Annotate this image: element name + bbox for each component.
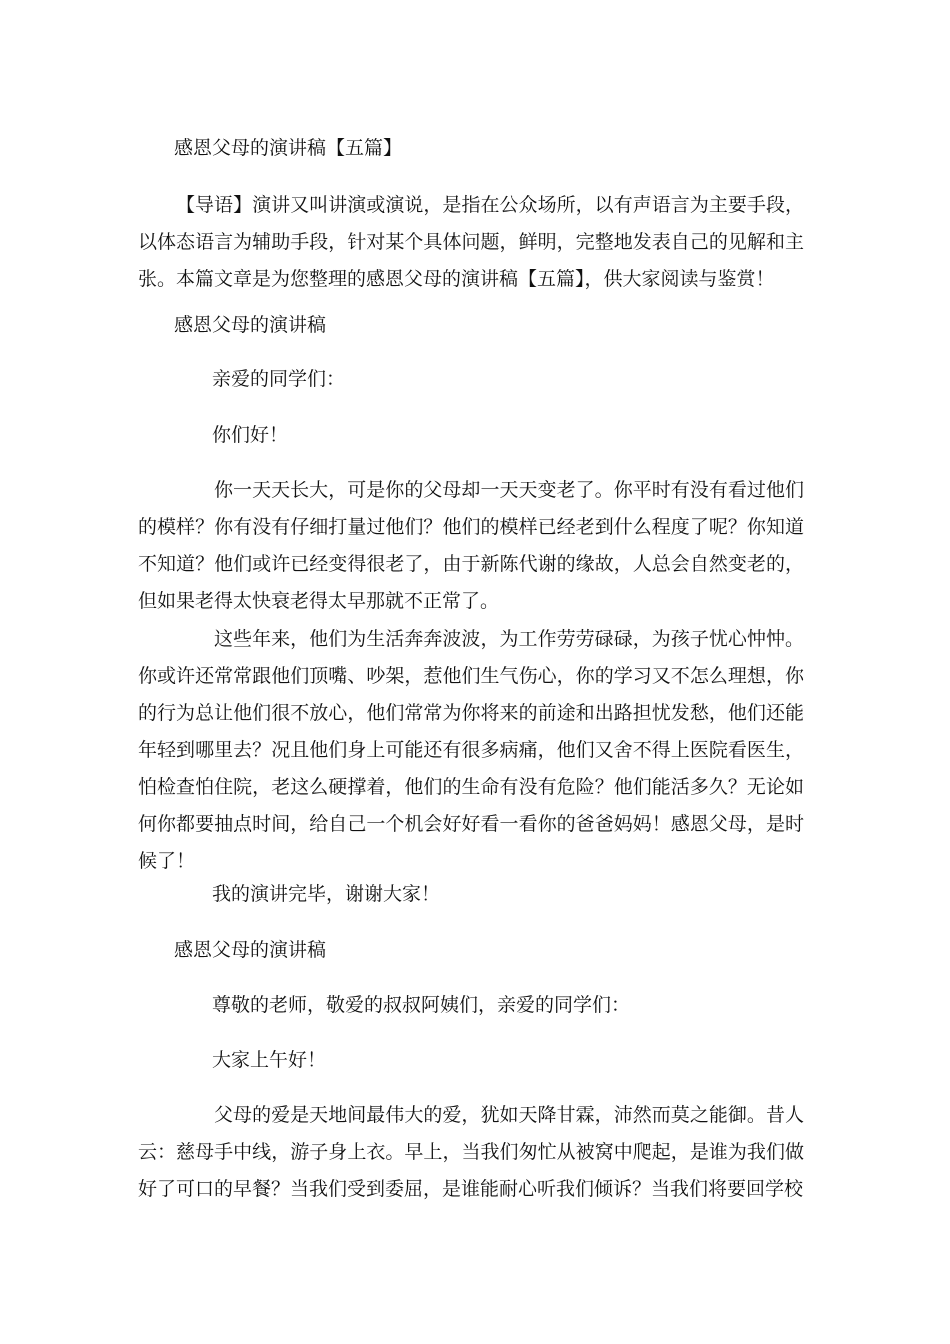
speech2-paragraph-1: 父母的爱是天地间最伟大的爱，犹如天降甘霖，沛然而莫之能御。昔人云：慈母手中线，游子身上衣。早上，当我们匆忙从被窝中爬起，是谁为我们做好了可口的早餐？当我们受到委屈，是谁能耐心听我们倾诉？当我们将要回学校 <box>138 1104 804 1200</box>
speech1-salutation: 亲爱的同学们： <box>212 368 346 390</box>
speech2-salutation: 尊敬的老师，敬爱的叔叔阿姨们，亲爱的同学们： <box>212 994 631 1016</box>
speech1-paragraph-1: 你一天天长大，可是你的父母却一天天变老了。你平时有没有看过他们的模样？你有没有仔细打量过他们？他们的模样已经老到什么程度了呢？你知道不知道？他们或许已经变得很老了，由于新陈代谢的缘故，人总会自然变老的，但如果老得太快衰老得太早那就不正常了。 <box>138 479 804 612</box>
intro-paragraph: 【导语】演讲又叫讲演或演说，是指在公众场所，以有声语言为主要手段，以体态语言为辅助手段，针对某个具体问题，鲜明，完整地发表自己的见解和主张。本篇文章是为您整理的感恩父母的演讲稿【五篇】，供大家阅读与鉴赏！ <box>138 194 804 290</box>
speech1-greeting: 你们好！ <box>212 424 289 446</box>
speech1-closing: 我的演讲完毕，谢谢大家！ <box>212 883 441 905</box>
speech2-greeting: 大家上午好！ <box>212 1049 327 1071</box>
speech1-heading: 感恩父母的演讲稿 <box>174 314 327 336</box>
document-title: 感恩父母的演讲稿【五篇】 <box>174 137 403 159</box>
speech1-paragraph-2: 这些年来，他们为生活奔奔波波，为工作劳劳碌碌，为孩子忧心忡忡。你或许还常常跟他们顶嘴、吵架，惹他们生气伤心，你的学习又不怎么理想，你的行为总让他们很不放心，他们常常为你将来的前途和出路担忧发愁，他们还能年轻到哪里去？况且他们身上可能还有很多病痛，他们又舍不得上医院看医生，怕检查怕住院，老这么硬撑着，他们的生命有没有危险？他们能活多久？无论如何你都要抽点时间，给自己一个机会好好看一看你的爸爸妈妈！感恩父母，是时候了！ <box>138 628 804 872</box>
speech2-heading: 感恩父母的演讲稿 <box>174 939 327 961</box>
